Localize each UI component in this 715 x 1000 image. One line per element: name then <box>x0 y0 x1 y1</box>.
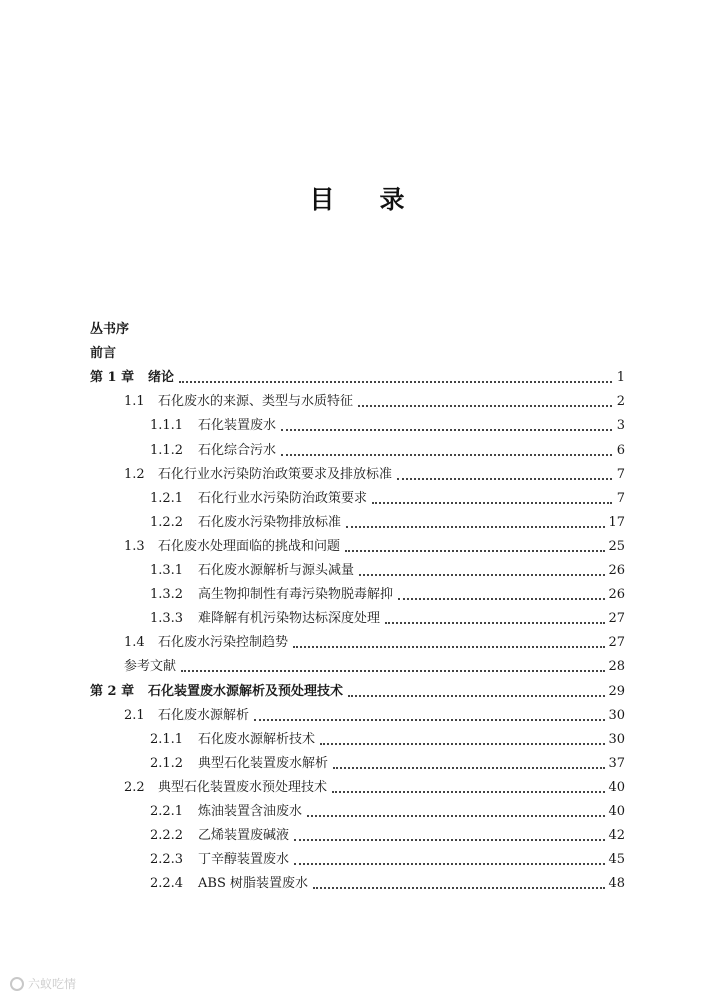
toc-leader-dots <box>294 839 605 841</box>
toc-entry-title: 石化废水源解析技术 <box>198 731 316 747</box>
toc-entry[interactable] <box>0 678 715 700</box>
toc-entry[interactable] <box>0 726 715 748</box>
toc-entry-number: 1.1.1 <box>150 418 184 434</box>
toc-entry[interactable] <box>0 461 715 483</box>
toc-leader-dots <box>179 381 612 383</box>
toc-entry-number: 1.1.2 <box>150 442 184 458</box>
toc-entry-title: 乙烯装置废碱液 <box>198 828 290 844</box>
toc-leader-dots <box>398 598 605 600</box>
toc-entry-title: ABS 树脂装置废水 <box>198 876 308 892</box>
toc-leader-dots <box>358 405 612 407</box>
toc-entry-number: 2.2.2 <box>150 828 184 844</box>
toc-entry-number: 2.2.4 <box>150 876 184 892</box>
toc-leader-dots <box>281 454 612 456</box>
toc-entry-page: 7 <box>616 466 625 482</box>
toc-entry-title: 石化废水源解析 <box>158 707 250 723</box>
toc-entry[interactable] <box>0 316 715 338</box>
toc-entry-title: 石化废水污染物排放标准 <box>198 514 342 530</box>
toc-entry[interactable] <box>0 533 715 555</box>
toc-leader-dots <box>254 719 605 721</box>
toc-entry-title: 炼油装置含油废水 <box>198 804 303 819</box>
toc-leader-dots <box>294 863 605 865</box>
toc-entry-page: 42 <box>608 828 625 844</box>
toc-entry-title: 绪论 <box>148 370 175 386</box>
toc-entry[interactable] <box>0 364 715 386</box>
toc-entry-page: 2 <box>616 394 625 410</box>
toc-entry[interactable] <box>0 437 715 459</box>
toc-entry-page: 26 <box>608 587 625 603</box>
toc-leader-dots <box>359 574 605 576</box>
toc-entry[interactable] <box>0 485 715 507</box>
toc-entry[interactable] <box>0 509 715 531</box>
toc-entry-page: 25 <box>608 538 625 554</box>
watermark <box>10 975 76 992</box>
toc-entry[interactable] <box>0 774 715 796</box>
watermark-logo-icon <box>10 977 24 991</box>
toc-entry-page: 48 <box>608 876 625 892</box>
toc-entry[interactable] <box>0 870 715 892</box>
toc-entry[interactable] <box>0 340 715 362</box>
toc-leader-dots <box>397 478 612 480</box>
toc-entry-number: 1.3.3 <box>150 611 184 627</box>
toc-entry-number: 2.2.3 <box>150 852 184 868</box>
toc-entry-title: 丁辛醇装置废水 <box>198 852 290 868</box>
toc-entry-number: 第 1 章 <box>90 370 135 386</box>
toc-entry-title: 石化行业水污染防治政策要求 <box>198 490 368 506</box>
toc-entry[interactable] <box>0 629 715 651</box>
toc-entry[interactable] <box>0 798 715 820</box>
toc-entry-title: 石化装置废水源解析及预处理技术 <box>148 683 344 699</box>
toc-entry-page: 28 <box>608 659 625 675</box>
toc-entry-number: 1.3.1 <box>150 563 184 578</box>
toc-entry[interactable] <box>0 581 715 603</box>
toc-entry[interactable] <box>0 388 715 410</box>
toc-leader-dots <box>333 767 605 769</box>
toc-entry[interactable] <box>0 605 715 627</box>
toc-entry-number: 1.2.2 <box>150 514 184 530</box>
toc-entry-number: 2.1 <box>124 707 145 723</box>
toc-entry-page: 30 <box>608 731 625 747</box>
title-char-2: 录 <box>379 185 406 214</box>
toc-leader-dots <box>181 670 605 672</box>
toc-entry-title: 难降解有机污染物达标深度处理 <box>198 611 381 627</box>
toc-entry-page: 30 <box>608 707 625 723</box>
toc-entry-title: 参考文献 <box>124 659 177 675</box>
toc-leader-dots <box>348 695 605 697</box>
toc-entry-page: 17 <box>608 514 625 530</box>
toc-leader-dots <box>313 887 605 889</box>
toc-entry-title: 典型石化装置废水预处理技术 <box>158 779 328 795</box>
toc-entry-number: 1.1 <box>124 394 145 410</box>
toc-entry[interactable] <box>0 750 715 772</box>
toc-leader-dots <box>307 815 605 817</box>
toc-leader-dots <box>281 429 612 431</box>
toc-leader-dots <box>346 526 605 528</box>
toc-entry-page: 6 <box>616 442 625 458</box>
toc-entry-title: 前言 <box>90 346 117 362</box>
toc-entry-page: 29 <box>608 683 625 699</box>
toc-entry-title: 石化综合污水 <box>198 442 277 458</box>
toc-entry-number: 1.3.2 <box>150 587 184 603</box>
toc-entry-number: 第 2 章 <box>90 683 135 699</box>
toc-entry-page: 3 <box>616 418 625 434</box>
toc-leader-dots <box>345 550 605 552</box>
toc-entry[interactable] <box>0 557 715 579</box>
toc-entry-number: 2.1.1 <box>150 731 184 747</box>
toc-entry-page: 27 <box>608 635 625 651</box>
toc-entry-number: 1.2 <box>124 466 145 482</box>
toc-entry-page: 26 <box>608 563 625 578</box>
toc-entry-page: 1 <box>616 370 625 386</box>
toc-leader-dots <box>372 502 612 504</box>
toc-entry-page: 7 <box>616 490 625 506</box>
toc-entry-number: 1.4 <box>124 635 145 651</box>
toc-entry[interactable] <box>0 846 715 868</box>
toc-entry-title: 石化行业水污染防治政策要求及排放标准 <box>158 466 393 482</box>
toc-entry-title: 典型石化装置废水解析 <box>198 755 329 771</box>
toc-entry-page: 40 <box>608 804 625 819</box>
toc-entry[interactable] <box>0 412 715 434</box>
toc-entry-number: 1.2.1 <box>150 490 184 506</box>
toc-entry-page: 45 <box>608 852 625 868</box>
toc-entry-title: 石化废水的来源、类型与水质特征 <box>158 394 354 410</box>
toc-entry[interactable] <box>0 702 715 724</box>
toc-entry[interactable] <box>0 653 715 675</box>
toc-entry-title: 高生物抑制性有毒污染物脱毒解抑 <box>198 587 394 603</box>
toc-leader-dots <box>293 646 605 648</box>
toc-entry[interactable] <box>0 822 715 844</box>
toc-entry-title: 石化废水源解析与源头减量 <box>198 563 355 578</box>
toc-entry-title: 石化装置废水 <box>198 418 277 434</box>
watermark-text: 六蚁吃情 <box>28 977 77 991</box>
title-char-1: 目 <box>309 185 336 214</box>
toc-entry-title: 石化废水处理面临的挑战和问题 <box>158 538 341 554</box>
toc-entry-title: 丛书序 <box>90 322 130 337</box>
toc-entry-number: 2.1.2 <box>150 755 184 771</box>
toc-leader-dots <box>320 743 605 745</box>
toc-entry-number: 2.2.1 <box>150 804 184 819</box>
toc-entry-number: 2.2 <box>124 779 145 795</box>
toc-leader-dots <box>332 791 605 793</box>
toc-entry-page: 27 <box>608 611 625 627</box>
toc-leader-dots <box>385 622 605 624</box>
toc-entry-page: 40 <box>608 779 625 795</box>
toc-entry-page: 37 <box>608 755 625 771</box>
toc-entry-title: 石化废水污染控制趋势 <box>158 635 289 651</box>
toc-entry-number: 1.3 <box>124 538 145 554</box>
